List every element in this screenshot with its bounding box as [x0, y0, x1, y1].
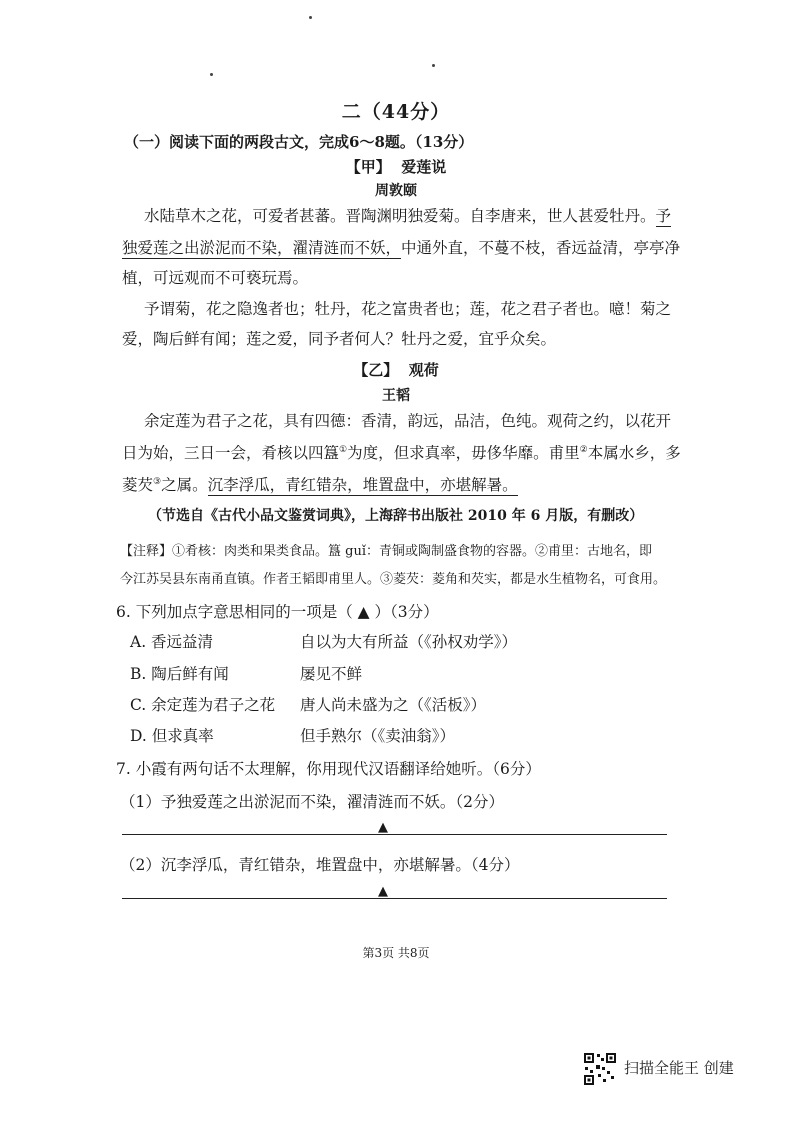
q6-option-b-right: 屡见不鲜 [300, 665, 363, 683]
text-b-line3-text: 之属。 [161, 476, 208, 494]
q6-option-d-right: 但手熟尔（《卖油翁》） [300, 727, 456, 745]
text-a-p1-line1-text: 水陆草木之花，可爱者甚蕃。晋陶渊明独爱菊。自李唐来，世人甚爱牡丹。 [144, 207, 656, 225]
text-b-source: （节选自《古代小品文鉴赏词典》，上海辞书出版社 2010 年 6 月版，有删改） [148, 508, 644, 524]
answer-marker: ▲ [378, 820, 388, 835]
q6-option-b-left: B. 陶后鲜有闻 [130, 665, 229, 683]
text-b-title: 观荷 [408, 361, 439, 379]
q6-option-a-left: A. 香远益清 [130, 633, 214, 651]
notes-line2: 今江苏吴县东南甬直镇。作者王韬即甫里人。③菱芡：菱角和芡实，都是水生植物名，可食用。 [120, 572, 667, 587]
text-a-p1-line2 [122, 236, 680, 258]
text-b-line2-text: 日为始，三日一会，肴核以四簋 [122, 444, 340, 462]
text-a-p1-line1 [144, 204, 671, 226]
scan-speck [432, 64, 435, 67]
qr-code-icon [583, 1052, 617, 1086]
question-7-stem: 7. 小霞有两句话不太理解，你用现代汉语翻译给她听。（6分） [116, 760, 541, 778]
text-b-line2-text: 为度，但求真率，毋侈华靡。甫里 [347, 444, 580, 462]
page-number: 第3页 共8页 [362, 946, 430, 960]
question-6-stem: 6. 下列加点字意思相同的一项是（ ▲ ）（3分） [116, 603, 439, 621]
q7-sentence-2: （2）沉李浮瓜，青红错杂，堆置盘中，亦堪解暑。（4分） [120, 856, 520, 874]
text-b-line3-text: 菱芡 [122, 476, 154, 494]
scan-speck [210, 73, 213, 76]
section-title: （一）阅读下面的两段古文，完成6～8题。（13分） [124, 133, 474, 151]
underlined-phrase: 予 [655, 207, 672, 225]
text-b-label: 【乙】 [353, 361, 399, 379]
underlined-phrase: 沉李浮瓜，青红错杂，堆置盘中，亦堪解暑。 [207, 476, 518, 494]
answer-line-2[interactable] [122, 898, 667, 899]
footnote-marker: ① [339, 444, 348, 455]
text-a-p1-line2-text: 中通外直，不蔓不枝，香远益清，亭亭净 [401, 239, 681, 257]
text-b-line2 [122, 441, 681, 463]
text-a-label: 【甲】 [345, 158, 391, 176]
part-title: 二（44分） [341, 101, 451, 123]
text-b-author: 王韬 [382, 388, 410, 404]
answer-marker: ▲ [378, 884, 388, 899]
text-a-title: 爱莲说 [401, 158, 447, 176]
notes-line1: 【注释】①肴核：肉类和果类食品。簋 guǐ：青铜或陶制盛食物的容器。②甫里：古地名，即 [120, 544, 652, 559]
text-a-author: 周敦颐 [375, 183, 417, 199]
footnote-marker: ③ [153, 476, 162, 487]
text-a-p1-line3: 植，可远观而不可亵玩焉。 [122, 269, 309, 287]
text-a-p2-line1: 予谓菊，花之隐逸者也；牡丹，花之富贵者也；莲，花之君子者也。噫！菊之 [144, 300, 672, 318]
text-b-heading [0, 359, 792, 380]
underlined-phrase: 独爱莲之出淤泥而不染，濯清涟而不妖， [122, 239, 402, 257]
scan-speck [309, 16, 312, 19]
text-a-p2-line2: 爱，陶后鲜有闻；莲之爱，同予者何人？牡丹之爱，宜乎众矣。 [122, 330, 557, 348]
text-b-line2-text: 本属水乡，多 [587, 444, 681, 462]
text-b-line3 [122, 473, 518, 495]
q6-option-a-right: 自以为大有所益（《孙权劝学》） [300, 633, 518, 651]
q7-sentence-1: （1）予独爱莲之出淤泥而不染，濯清涟而不妖。（2分） [120, 793, 504, 811]
text-b-line1: 余定莲为君子之花，具有四德：香清，韵远，品洁，色纯。观荷之约，以花开 [144, 412, 672, 430]
answer-line-1[interactable] [122, 834, 667, 835]
q6-option-c-left: C. 余定莲为君子之花 [130, 696, 276, 714]
scanner-watermark: 扫描全能王 创建 [624, 1059, 734, 1077]
footnote-marker: ② [579, 444, 588, 455]
q6-option-d-left: D. 但求真率 [130, 727, 214, 745]
text-a-heading [0, 156, 792, 177]
q6-option-c-right: 唐人尚未盛为之（《活板》） [300, 696, 487, 714]
